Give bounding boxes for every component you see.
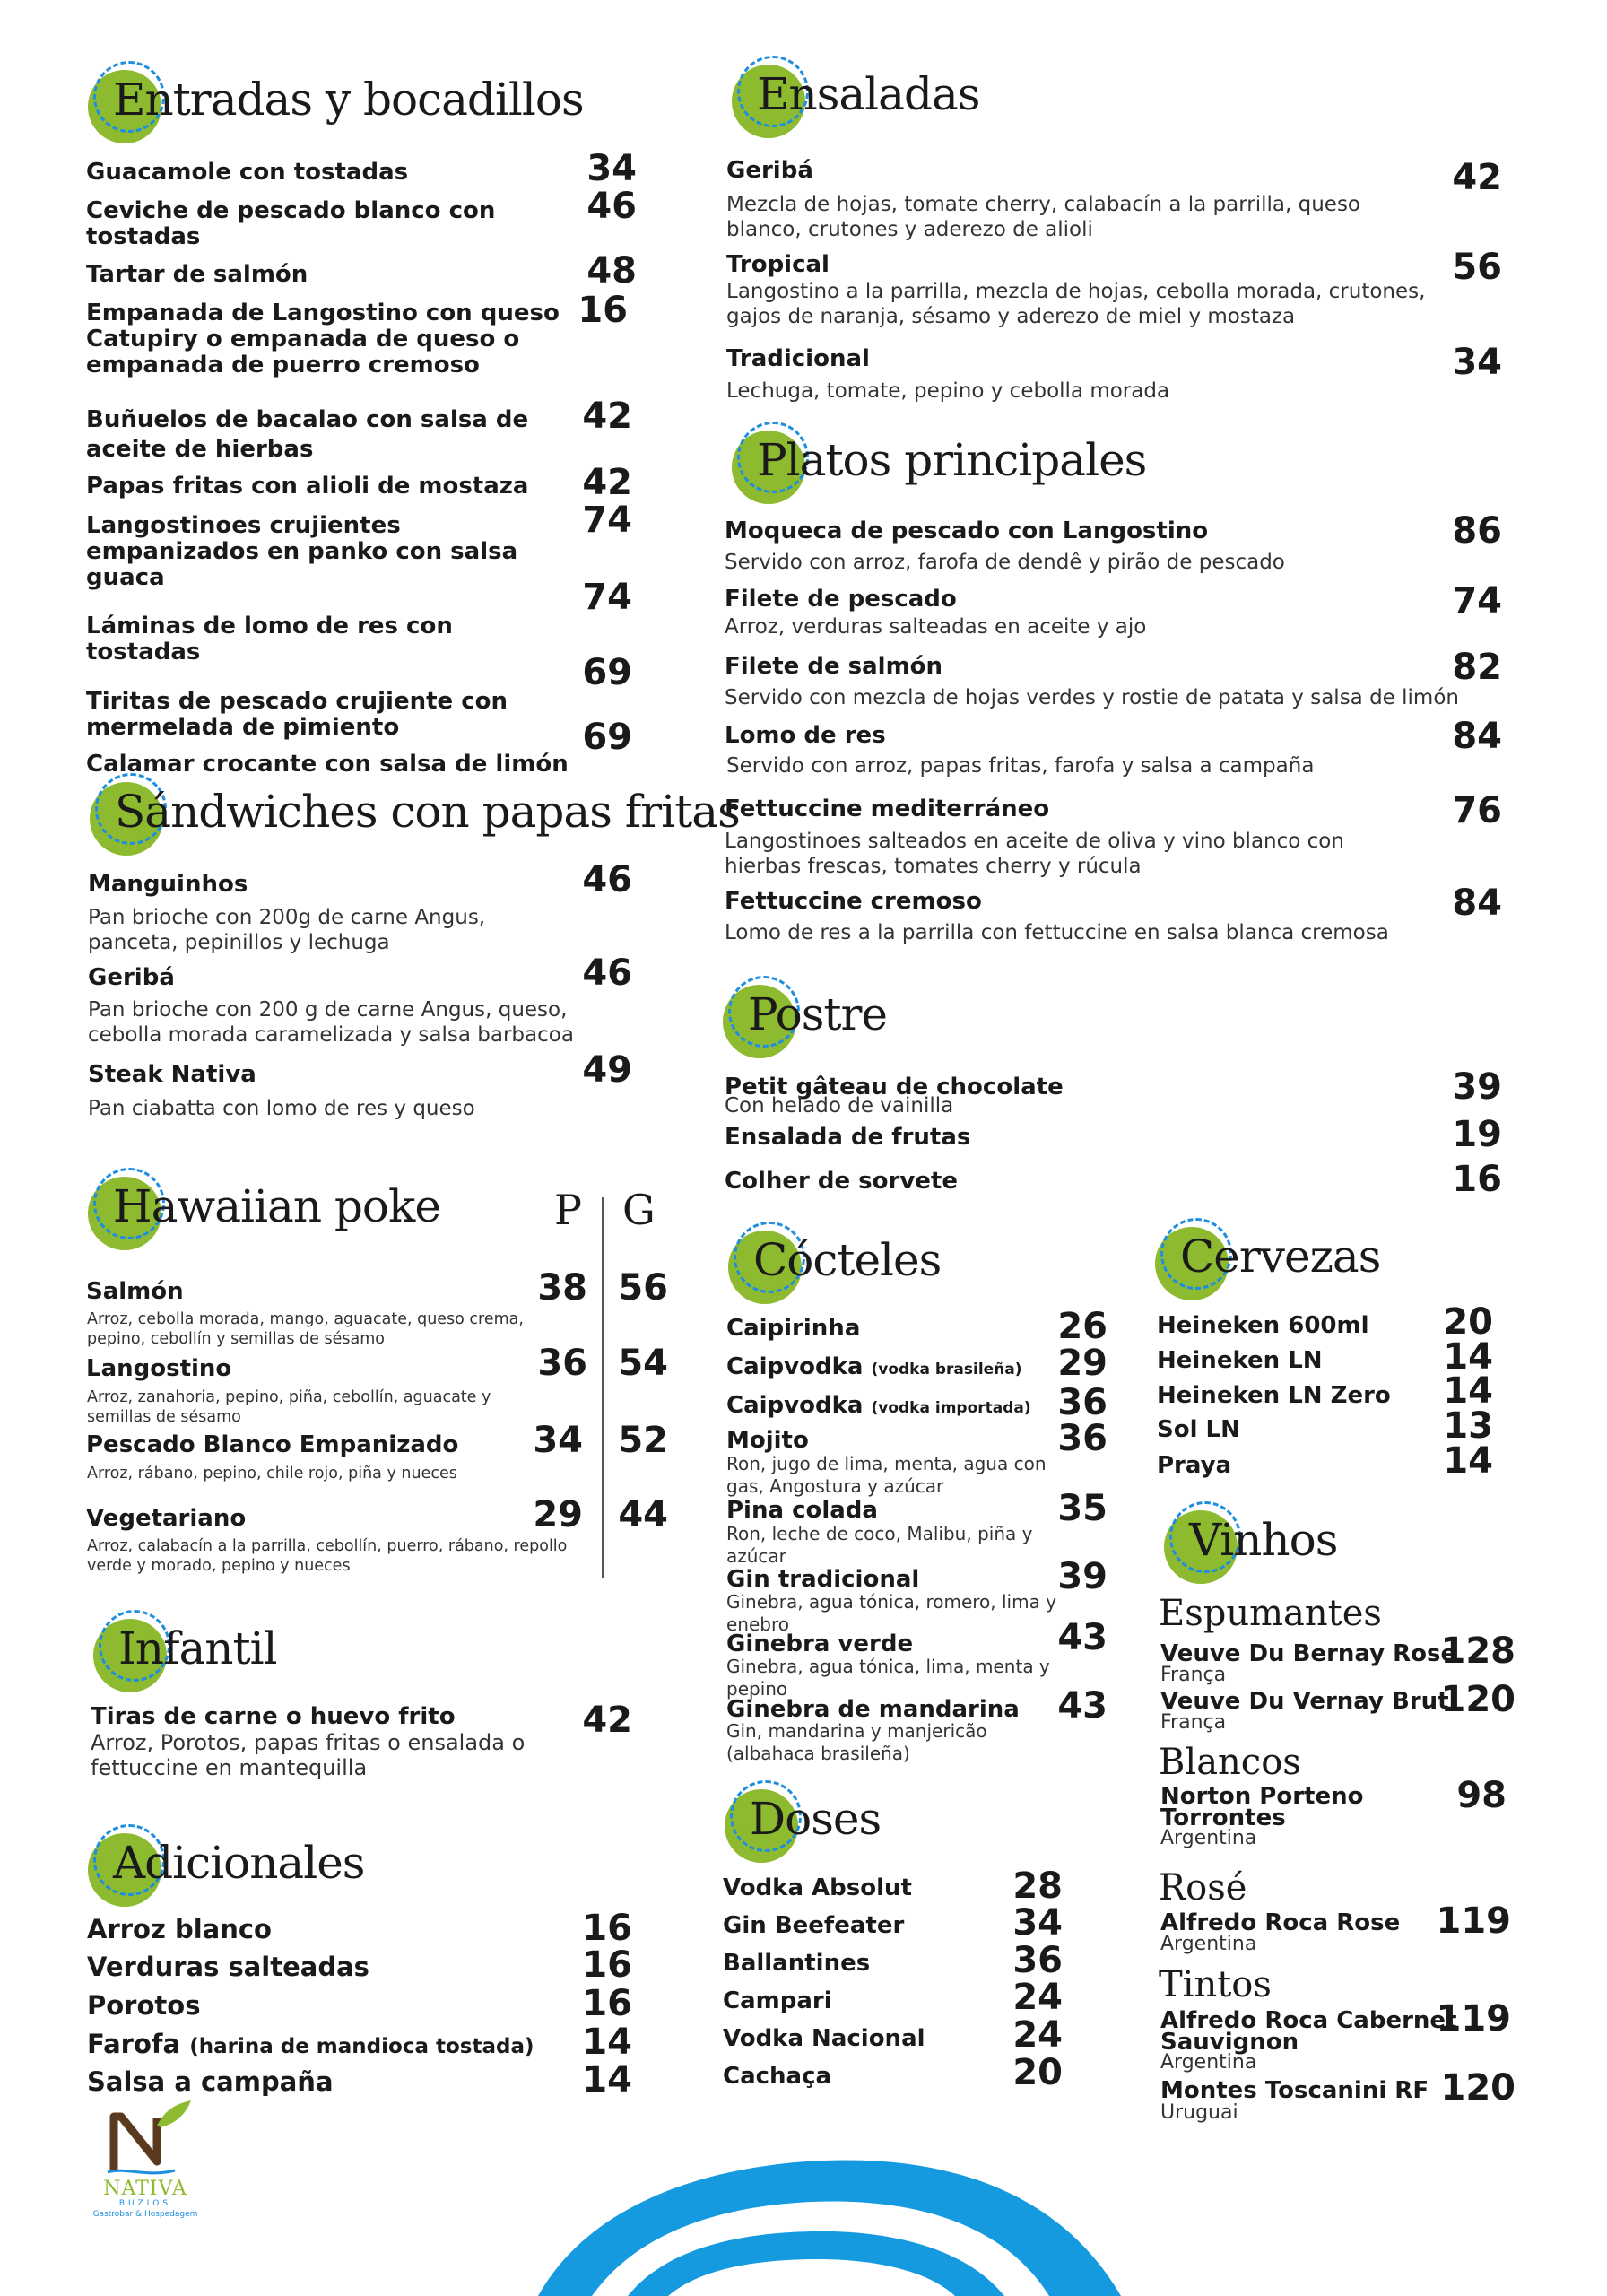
- menu-item: Porotos: [87, 1990, 201, 2021]
- wine-origin: Argentina: [1160, 1827, 1257, 1849]
- wine-item: Norton Porteno Torrontes: [1160, 1783, 1364, 1831]
- menu-price: 46: [582, 952, 632, 994]
- menu-item: Vodka Absolut: [723, 1874, 912, 1901]
- section-title: Doses: [750, 1793, 882, 1845]
- menu-item: Heineken LN Zero: [1157, 1382, 1391, 1409]
- price-g: 56: [618, 1267, 668, 1309]
- menu-price: 24: [1012, 2014, 1063, 2056]
- menu-item: Filete de pescado: [725, 586, 957, 613]
- menu-price: 16: [1452, 1159, 1502, 1200]
- menu-item-desc: Gin, mandarina y manjericão (albahaca brasileña): [726, 1720, 987, 1764]
- section-title: Vinhos: [1189, 1514, 1338, 1566]
- menu-price: 74: [1452, 580, 1502, 622]
- menu-item: Empanada de Langostino con queso Catupiry o empanada de queso o empanada de puerro cremoso: [86, 300, 560, 378]
- section-title: Adicionales: [113, 1837, 365, 1889]
- menu-price: 35: [1057, 1488, 1108, 1529]
- menu-item: Salsa a campaña: [87, 2066, 334, 2097]
- menu-price: 46: [586, 186, 637, 227]
- wine-category: Blancos: [1159, 1742, 1301, 1783]
- menu-price: 43: [1057, 1617, 1108, 1658]
- wine-origin: França: [1160, 1664, 1227, 1686]
- menu-price: 56: [1452, 247, 1502, 288]
- wine-item: Alfredo Roca Cabernet Sauvignon: [1160, 2007, 1457, 2056]
- menu-price: 26: [1057, 1306, 1108, 1347]
- menu-item: Lomo de res: [725, 722, 886, 749]
- menu-price: 49: [582, 1049, 632, 1091]
- menu-item-desc: Arroz, calabacín a la parrilla, cebollín, puerro, rábano, repollo verde y morado, pepino y nueces: [87, 1537, 568, 1575]
- menu-price: 86: [1452, 510, 1502, 552]
- section-title: Ensaladas: [757, 68, 980, 120]
- menu-item: Heineken 600ml: [1157, 1312, 1369, 1339]
- menu-item-desc: Ginebra, agua tónica, romero, lima y enebro: [726, 1591, 1057, 1635]
- wine-origin: Argentina: [1160, 2051, 1257, 2074]
- menu-price: 120: [1440, 2067, 1516, 2109]
- menu-price: 16: [582, 1944, 632, 1986]
- menu-price: 39: [1057, 1556, 1108, 1597]
- menu-item-desc: Arroz, rábano, pepino, chile rojo, piña y nueces: [87, 1465, 457, 1483]
- menu-item-note: (vodka importada): [871, 1399, 1031, 1417]
- menu-item-desc: Langostinoes salteados en aceite de oliva y vino blanco con hierbas frescas, tomates cherry y rúcula: [725, 830, 1344, 878]
- menu-item-desc: Mezcla de hojas, tomate cherry, calabacín a la parrilla, queso blanco, crutones y aderezo de alioli: [726, 193, 1361, 241]
- menu-item: Caipirinha: [726, 1315, 861, 1342]
- menu-item-desc: Arroz, cebolla morada, mango, aguacate, queso crema, pepino, cebollín y semillas de sésamo: [87, 1310, 524, 1348]
- menu-price: 98: [1456, 1775, 1507, 1816]
- menu-item-desc: Ron, leche de coco, Malibu, piña y azúcar: [726, 1523, 1033, 1567]
- menu-item: Cachaça: [723, 2063, 832, 2090]
- menu-price: 14: [1443, 1440, 1493, 1482]
- menu-item-name: Caipvodka: [726, 1353, 864, 1380]
- menu-item: Tiritas de pescado crujiente con mermelada de pimiento: [86, 688, 508, 741]
- menu-price: 76: [1452, 790, 1502, 831]
- menu-price: 74: [582, 500, 632, 541]
- section-title: Platos principales: [757, 434, 1147, 486]
- menu-item: Fettuccine mediterráneo: [725, 796, 1050, 822]
- menu-item: Campari: [723, 1987, 832, 2014]
- menu-price: 19: [1452, 1114, 1502, 1155]
- menu-item-desc: Pan brioche con 200g de carne Angus, panceta, pepinillos y lechuga: [88, 906, 486, 954]
- section-title: Postre: [748, 988, 887, 1040]
- menu-item: Ginebra de mandarina: [726, 1696, 1020, 1723]
- menu-price: 69: [582, 717, 632, 758]
- section-title: Entradas y bocadillos: [113, 74, 584, 126]
- nativa-logo: [85, 2099, 211, 2224]
- menu-price: 42: [582, 1700, 632, 1741]
- menu-item: Filete de salmón: [725, 653, 943, 680]
- wine-origin: França: [1160, 1711, 1227, 1734]
- menu-price: 120: [1440, 1679, 1516, 1720]
- price-g: 52: [618, 1420, 668, 1461]
- logo-name: NATIVA: [103, 2178, 187, 2200]
- menu-item: Petit gâteau de chocolate: [725, 1074, 1064, 1100]
- wine-item: Veuve Du Bernay Rose: [1160, 1640, 1457, 1667]
- menu-item-desc: Arroz, verduras salteadas en aceite y ajo: [725, 615, 1147, 639]
- section-title: Cócteles: [753, 1234, 942, 1286]
- menu-item: Verduras salteadas: [87, 1952, 369, 1982]
- price-p: 36: [537, 1343, 587, 1384]
- menu-item: Langostinoes crujientes empanizados en panko con salsa guaca: [86, 512, 518, 591]
- price-g: 44: [618, 1494, 668, 1535]
- menu-price: 14: [1443, 1336, 1493, 1378]
- menu-item: [726, 1393, 1031, 1422]
- menu-item: Arroz blanco: [87, 1914, 272, 1944]
- logo-mark-icon: [85, 2099, 211, 2179]
- menu-item-note: (vodka brasileña): [871, 1361, 1022, 1378]
- wine-category: Espumantes: [1159, 1593, 1382, 1634]
- menu-item: Papas fritas con alioli de mostaza: [86, 473, 529, 500]
- menu-price: 69: [582, 652, 632, 693]
- menu-item-desc: Ginebra, agua tónica, lima, menta y pepino: [726, 1656, 1050, 1700]
- menu-price: 84: [1452, 883, 1502, 924]
- price-g: 54: [618, 1343, 668, 1384]
- menu-item-desc: Pan ciabatta con lomo de res y queso: [88, 1097, 475, 1120]
- menu-item: Guacamole con tostadas: [86, 159, 409, 186]
- menu-item-desc: Con helado de vainilla: [725, 1094, 954, 1118]
- menu-item: Salmón: [86, 1278, 184, 1305]
- menu-item: Langostino: [86, 1355, 232, 1382]
- price-p: 38: [537, 1267, 587, 1309]
- menu-item: Gin tradicional: [726, 1566, 920, 1593]
- wine-item: Alfredo Roca Rose: [1160, 1909, 1401, 1936]
- menu-item-desc: Servido con arroz, papas fritas, farofa y salsa a campaña: [726, 754, 1315, 778]
- menu-item-desc: Servido con mezcla de hojas verdes y rostie de patata y salsa de limón: [725, 686, 1459, 709]
- menu-price: 36: [1012, 1940, 1063, 1981]
- wine-origin: Uruguai: [1160, 2101, 1238, 2124]
- menu-item: Steak Nativa: [88, 1061, 256, 1088]
- price-p: 34: [533, 1420, 583, 1461]
- menu-price: 34: [1012, 1902, 1063, 1944]
- menu-item-name: Caipvodka: [726, 1392, 864, 1419]
- menu-item: Pescado Blanco Empanizado: [86, 1431, 459, 1458]
- menu-price: 36: [1057, 1382, 1108, 1423]
- menu-price: 28: [1012, 1866, 1063, 1907]
- menu-item-desc: Lechuga, tomate, pepino y cebolla morada: [726, 379, 1170, 403]
- menu-item: Tropical: [726, 251, 830, 278]
- menu-item: Praya: [1157, 1452, 1232, 1479]
- menu-price: 84: [1452, 716, 1502, 757]
- menu-price: 48: [586, 250, 637, 291]
- menu-price: 34: [1452, 342, 1502, 383]
- menu-price: 42: [582, 462, 632, 503]
- menu-item-desc: Arroz, zanahoria, pepino, piña, cebollín, aguacate y semillas de sésamo: [87, 1388, 491, 1426]
- menu-item: Ceviche de pescado blanco con tostadas: [86, 197, 496, 250]
- menu-price: 46: [582, 859, 632, 900]
- menu-item: Manguinhos: [88, 871, 248, 898]
- menu-item: Colher de sorvete: [725, 1168, 958, 1195]
- menu-item-desc: Ron, jugo de lima, menta, agua con gas, Angostura y azúcar: [726, 1453, 1047, 1497]
- wine-item: Montes Toscanini RF: [1160, 2077, 1429, 2104]
- menu-item-note: (harina de mandioca tostada): [189, 2035, 534, 2058]
- menu-item-desc: Pan brioche con 200 g de carne Angus, queso, cebolla morada caramelizada y salsa barbacoa: [88, 998, 574, 1047]
- menu-item: Ensalada de frutas: [725, 1124, 971, 1151]
- wine-origin: Argentina: [1160, 1933, 1257, 1955]
- menu-item-desc: Arroz, Porotos, papas fritas o ensalada o fettuccine en mantequilla: [91, 1730, 526, 1780]
- menu-item: Buñuelos de bacalao con salsa de aceite de hierbas: [86, 406, 529, 463]
- menu-item: Vegetariano: [86, 1505, 247, 1532]
- menu-price: 128: [1440, 1631, 1516, 1672]
- menu-item: Calamar crocante con salsa de limón: [86, 751, 569, 778]
- menu-item-desc: Langostino a la parrilla, mezcla de hojas, cebolla morada, crutones, gajos de naranja, sésamo y aderezo de miel y mostaza: [726, 280, 1426, 328]
- wine-category: Tintos: [1159, 1964, 1272, 2005]
- menu-price: 42: [1452, 157, 1502, 198]
- menu-item: Geribá: [88, 964, 175, 991]
- wine-category: Rosé: [1159, 1867, 1247, 1909]
- menu-item: Ginebra verde: [726, 1631, 914, 1657]
- logo-tagline: Gastrobar & Hospedagem: [92, 2210, 198, 2219]
- wine-item: Veuve Du Vernay Brut: [1160, 1688, 1449, 1715]
- menu-price: 119: [1436, 1998, 1511, 2039]
- menu-item: Geribá: [726, 157, 813, 184]
- menu-price: 14: [1443, 1370, 1493, 1412]
- menu-item: Ballantines: [723, 1950, 871, 1977]
- menu-item: [87, 2031, 534, 2060]
- column-header-p: P: [554, 1186, 582, 1234]
- menu-price: 24: [1012, 1977, 1063, 2018]
- menu-item: Tartar de salmón: [86, 261, 308, 288]
- menu-item: Tiras de carne o huevo frito: [91, 1703, 456, 1730]
- menu-price: 16: [582, 1908, 632, 1949]
- column-header-g: G: [622, 1186, 656, 1234]
- menu-price: 74: [582, 577, 632, 618]
- menu-item: Moqueca de pescado con Langostino: [725, 517, 1209, 544]
- menu-item: Sol LN: [1157, 1416, 1240, 1443]
- menu-item: Mojito: [726, 1427, 809, 1454]
- menu-item-name: Farofa: [87, 2029, 181, 2059]
- menu-price: 14: [582, 2022, 632, 2063]
- menu-price: 14: [582, 2059, 632, 2100]
- menu-price: 29: [1057, 1343, 1108, 1384]
- menu-item-desc: Servido con arroz, farofa de dendê y pirão de pescado: [725, 551, 1285, 574]
- section-title: Hawaiian poke: [113, 1180, 440, 1232]
- menu-item: Tradicional: [726, 345, 870, 372]
- menu-price: 82: [1452, 647, 1502, 688]
- section-title: Cervezas: [1180, 1231, 1381, 1283]
- menu-item: Láminas de lomo de res con tostadas: [86, 613, 453, 665]
- price-p: 29: [533, 1494, 583, 1535]
- menu-price: 34: [586, 148, 637, 189]
- menu-price: 20: [1443, 1301, 1493, 1343]
- menu-item: Pina colada: [726, 1497, 878, 1524]
- menu-price: 36: [1057, 1418, 1108, 1459]
- section-title: Infantil: [118, 1622, 277, 1674]
- menu-price: 16: [578, 290, 628, 331]
- menu-price: 13: [1443, 1405, 1493, 1447]
- menu-item: Vodka Nacional: [723, 2025, 925, 2052]
- menu-price: 39: [1452, 1066, 1502, 1108]
- menu-item-desc: Lomo de res a la parrilla con fettuccine en salsa blanca cremosa: [725, 921, 1389, 944]
- menu-price: 119: [1436, 1900, 1511, 1942]
- menu-price: 42: [582, 396, 632, 437]
- menu-price: 16: [582, 1983, 632, 2024]
- menu-item: Heineken LN: [1157, 1347, 1323, 1374]
- menu-item: [726, 1354, 1022, 1383]
- menu-price: 43: [1057, 1685, 1108, 1726]
- logo-sub: BUZIOS: [118, 2199, 172, 2208]
- menu-item: Fettuccine cremoso: [725, 888, 982, 915]
- menu-item: Gin Beefeater: [723, 1912, 905, 1939]
- menu-price: 20: [1012, 2052, 1063, 2093]
- section-title: Sándwiches con papas fritas: [115, 786, 740, 838]
